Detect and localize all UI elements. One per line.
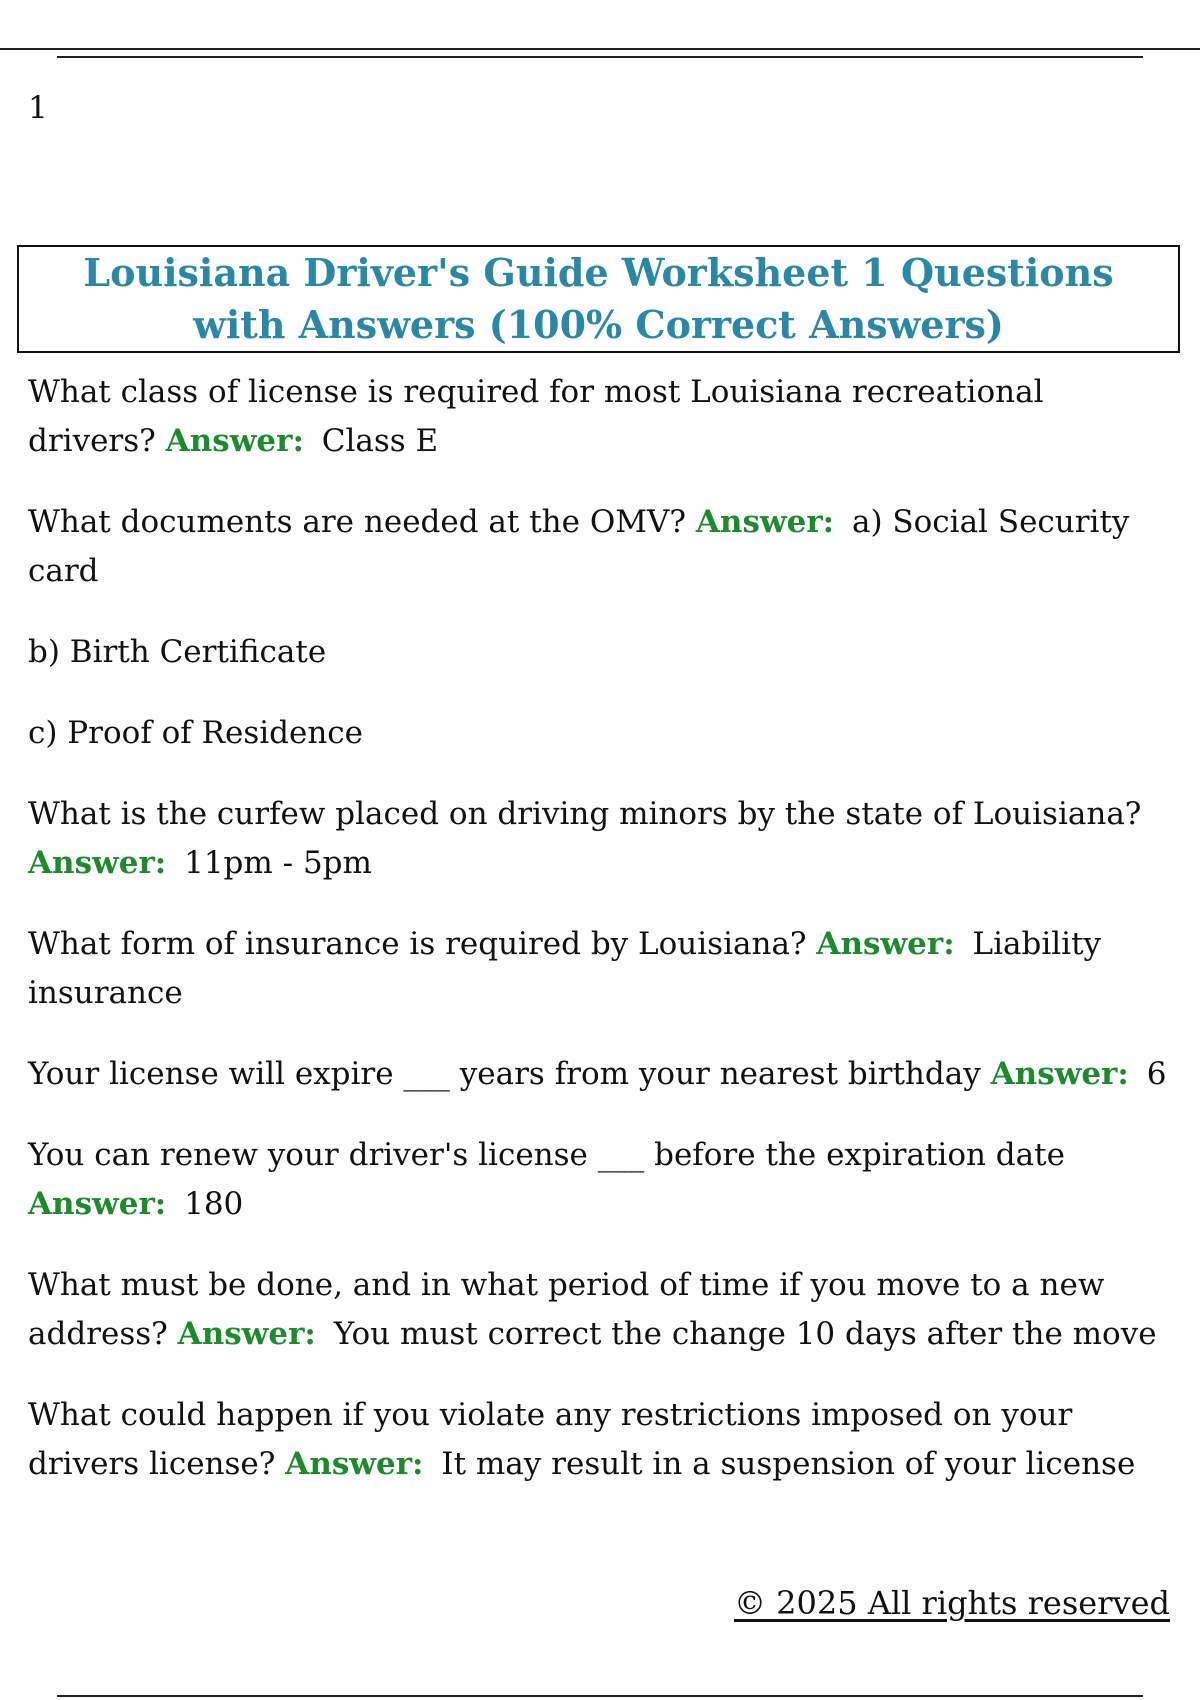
answer-continuation [28, 628, 1178, 677]
answer-text: 11pm - 5pm [184, 845, 372, 881]
qa-item [28, 1131, 1178, 1229]
question-text: What could happen if you violate any restrictions imposed on your drivers license? [28, 1397, 1073, 1482]
qa-item [28, 920, 1178, 1018]
answer-text: 6 [1146, 1056, 1167, 1092]
question-text: Your license will expire ___ years from your nearest birthday [28, 1056, 981, 1092]
question-text: You can renew your driver's license ___ before the expiration date [28, 1137, 1065, 1173]
question-text: What must be done, and in what period of time if you move to a new address? [28, 1267, 1105, 1352]
page-number: 1 [28, 90, 48, 126]
answer-label: Answer: [695, 504, 835, 540]
qa-item [28, 1050, 1178, 1099]
document-title: Louisiana Driver's Guide Worksheet 1 Questions with Answers (100% Correct Answers) [83, 250, 1114, 347]
question-text: What documents are needed at the OMV? [28, 504, 687, 540]
question-text: What form of insurance is required by Louisiana? [28, 926, 807, 962]
qa-list [28, 368, 1178, 1521]
answer-label: Answer: [990, 1056, 1129, 1092]
answer-label: Answer: [28, 845, 167, 881]
answer-text: 180 [184, 1186, 244, 1222]
answer-text: Liability insurance [28, 926, 1102, 1011]
qa-item [28, 790, 1178, 888]
copyright-footer: © 2025 All rights reserved [734, 1584, 1170, 1622]
question-text: What is the curfew placed on driving minors by the state of Louisiana? [28, 796, 1142, 832]
qa-item [28, 498, 1178, 596]
qa-item [28, 368, 1178, 466]
answer-continuation [28, 709, 1178, 758]
qa-item [28, 1261, 1178, 1359]
qa-item [28, 1391, 1178, 1489]
header-rule-inner [57, 56, 1143, 58]
answer-label: Answer: [28, 1186, 167, 1222]
title-box [17, 245, 1180, 353]
answer-continuation-text: b) Birth Certificate [28, 634, 327, 670]
answer-label: Answer: [816, 926, 955, 962]
header-rule-outer [0, 48, 1200, 50]
question-text: What class of license is required for most Louisiana recreational drivers? [28, 374, 1044, 459]
answer-label: Answer: [165, 423, 304, 459]
answer-text: a) Social Security card [28, 504, 1130, 589]
footer-rule [57, 1695, 1143, 1697]
answer-text: You must correct the change 10 days after the move [333, 1316, 1157, 1352]
answer-label: Answer: [177, 1316, 316, 1352]
answer-text: It may result in a suspension of your license [441, 1446, 1136, 1482]
answer-label: Answer: [285, 1446, 424, 1482]
answer-continuation-text: c) Proof of Residence [28, 715, 364, 751]
answer-text: Class E [321, 423, 439, 459]
